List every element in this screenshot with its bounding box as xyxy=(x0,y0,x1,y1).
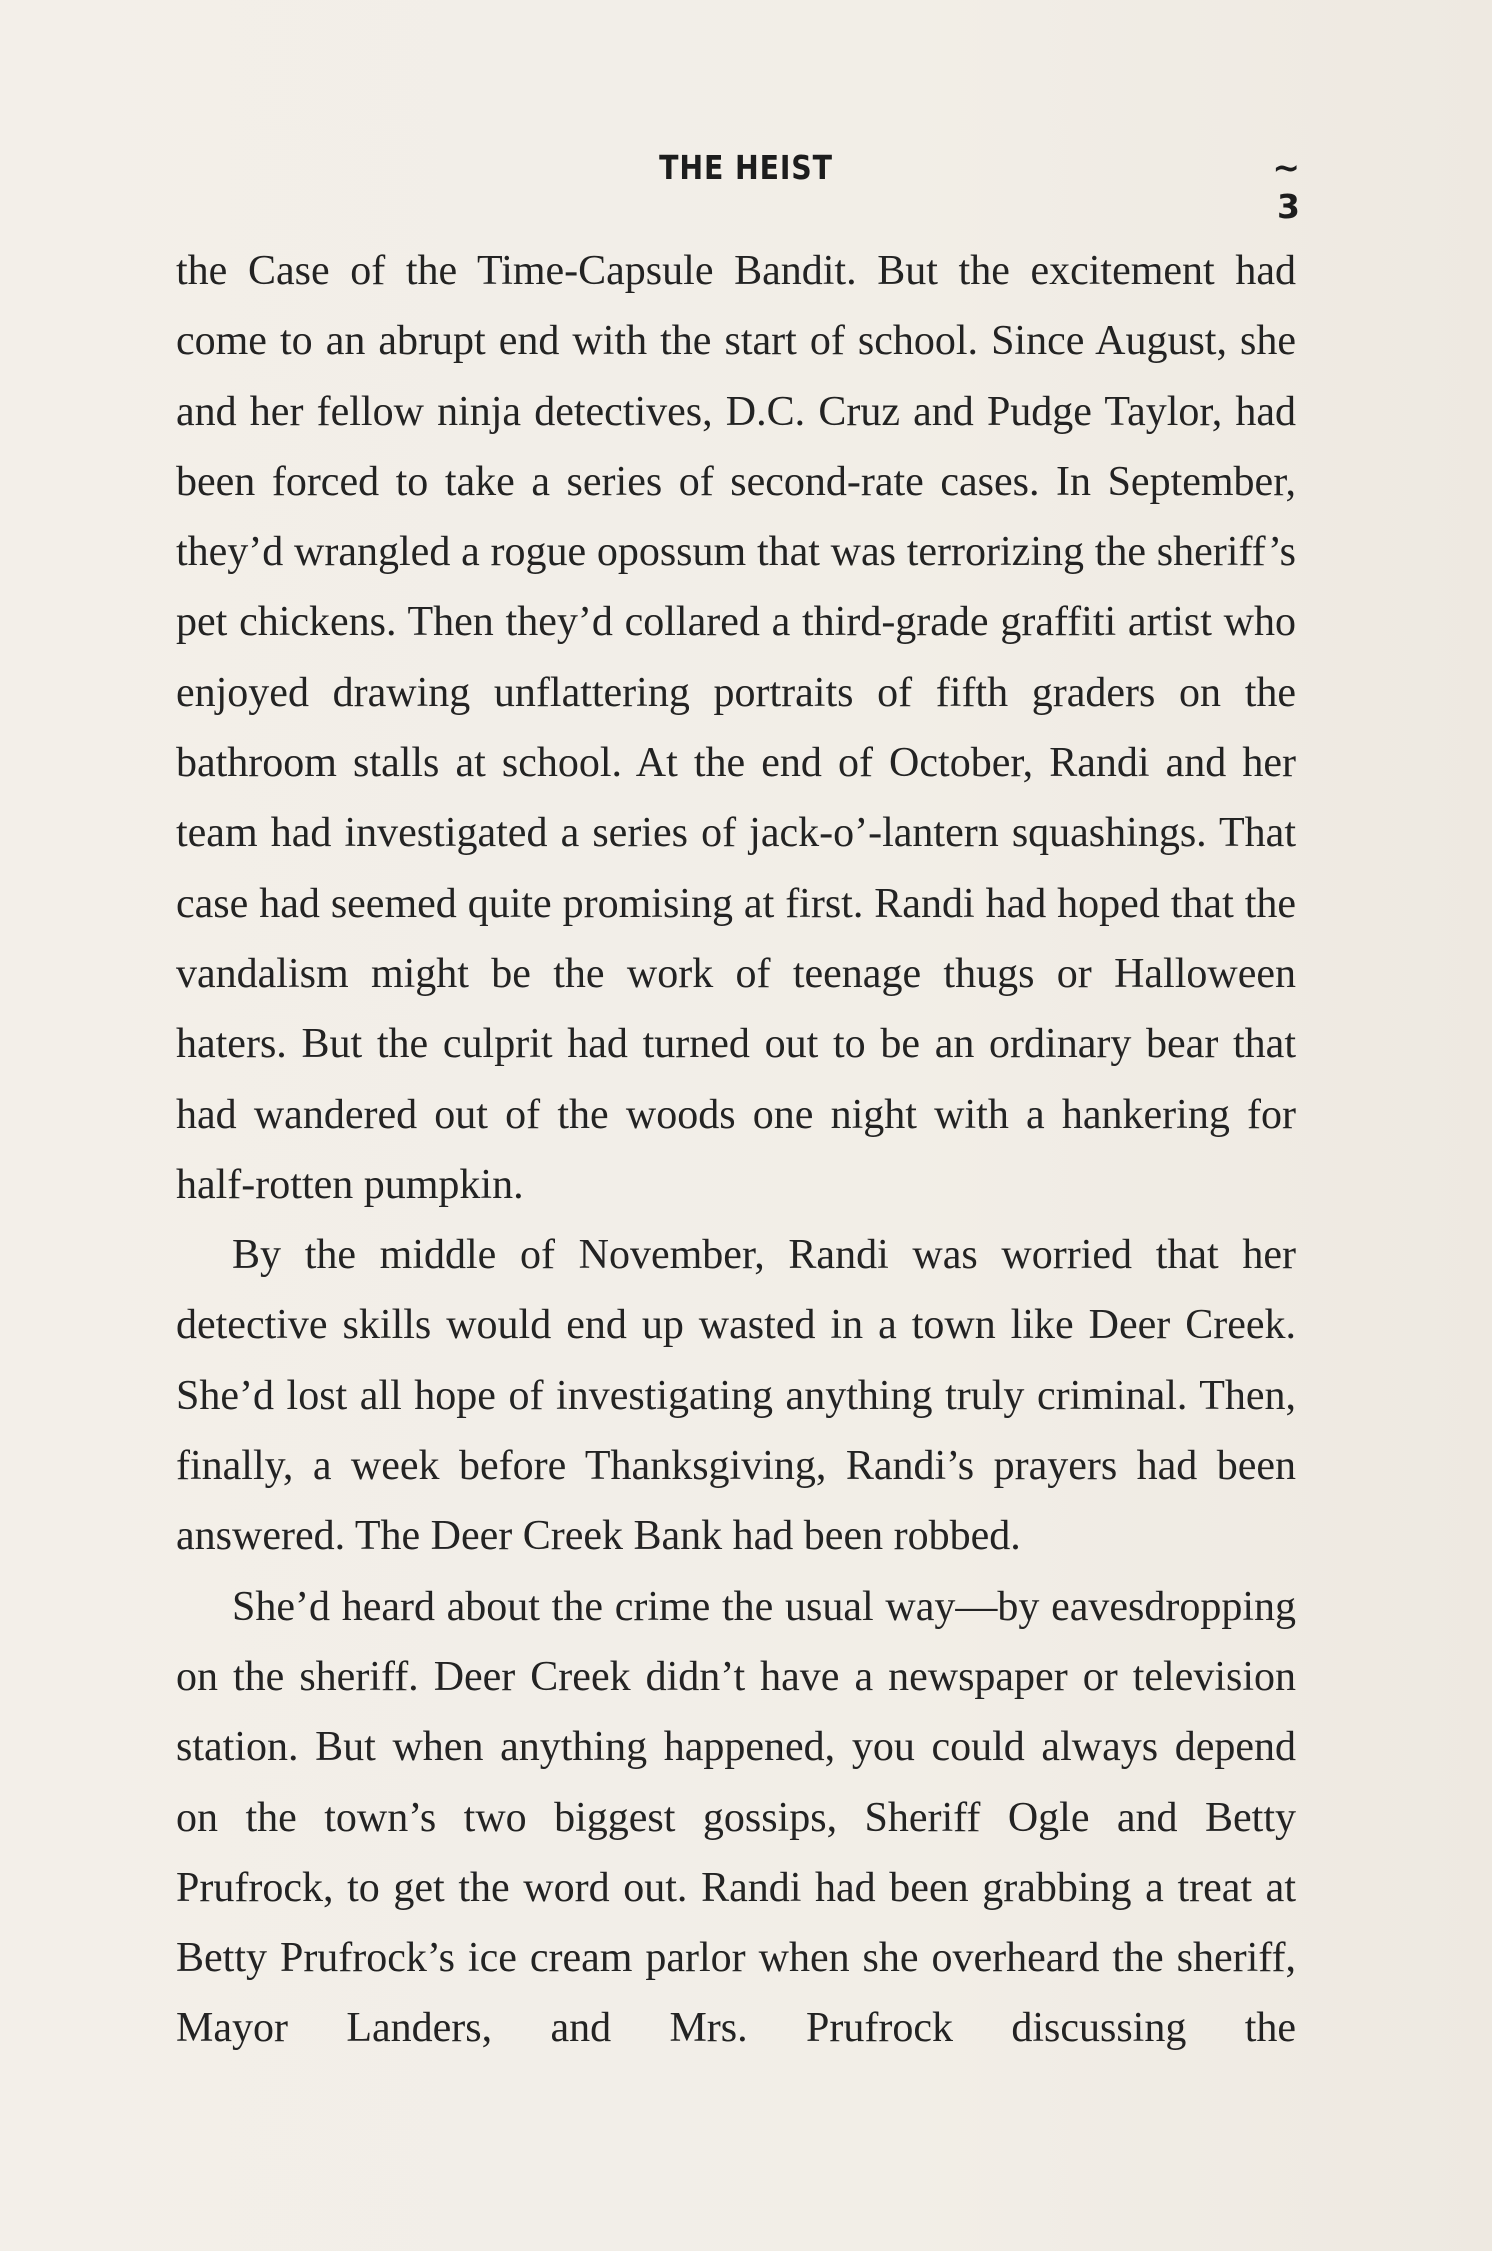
body-text xyxy=(176,236,1296,2064)
running-header-title: THE HEIST xyxy=(659,148,833,187)
page-number: ~ 3 xyxy=(1272,148,1300,226)
paragraph: She’d heard about the crime the usual way—by eavesdropping on the sheriff. Deer Creek didn’t have a newspaper or television station. But when anything happened, you could always depend on the town’s two biggest gossips, Sheriff Ogle and Betty Prufrock, to get the word out. Randi had been grabbing a treat at Betty Prufrock’s ice cream parlor when she overheard the sheriff, Mayor Landers, and Mrs. Prufrock discussing the xyxy=(176,1583,1296,2052)
paragraph: the Case of the Time-Capsule Bandit. But the excitement had come to an abrupt end with the start of school. Since August, she and her fellow ninja detectives, D.C. Cruz and Pudge Taylor, had been forced to take a series of second-rate cases. In September, they’d wrangled a rogue opossum that was terrorizing the sheriff’s pet chickens. Then they’d collared a third-grade graffiti artist who enjoyed drawing unflattering portraits of fifth graders on the bathroom stalls at school. At the end of October, Randi and her team had investigated a series of jack-o’-lantern squashings. That case had seemed quite promising at first. Randi had hoped that the vandalism might be the work of teenage thugs or Halloween haters. But the culprit had turned out to be an ordinary bear that had wandered out of the woods one night with a hankering for half-rotten pumpkin. xyxy=(176,248,1296,1208)
paragraph: By the middle of November, Randi was worried that her detective skills would end up wasted in a town like Deer Creek. She’d lost all hope of investigating anything truly criminal. Then, finally, a week before Thanksgiving, Randi’s prayers had been answered. The Deer Creek Bank had been robbed. xyxy=(176,1232,1296,1560)
